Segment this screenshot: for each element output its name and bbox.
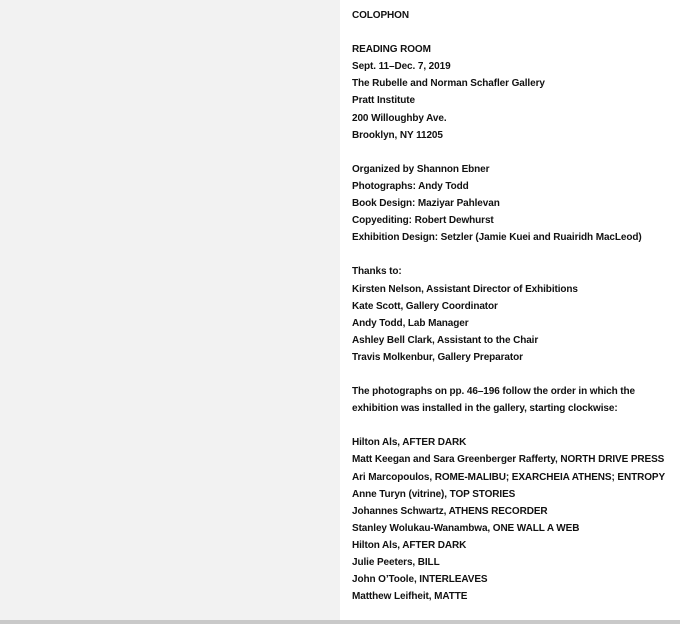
- work-item: Anne Turyn (vitrine), TOP STORIES: [352, 488, 516, 500]
- city-address: Brooklyn, NY 11205: [352, 129, 443, 141]
- exhibition-dates: Sept. 11–Dec. 7, 2019: [352, 61, 451, 73]
- credit-line: Book Design: Maziyar Pahlevan: [352, 198, 500, 210]
- work-item: Julie Peeters, BILL: [352, 557, 440, 568]
- work-item: Matthew Leifheit, MATTE: [352, 591, 468, 603]
- thanks-line: Kate Scott, Gallery Coordinator: [352, 300, 498, 312]
- note-line: exhibition was installed in the gallery, starting clockwise:: [352, 403, 618, 415]
- street-address: 200 Willoughby Ave.: [352, 112, 447, 124]
- spacer: [352, 366, 678, 383]
- institution: Pratt Institute: [352, 95, 415, 107]
- exhibition-title: READING ROOM: [352, 44, 431, 56]
- credit-line: Copyediting: Robert Dewhurst: [352, 215, 494, 227]
- thanks-heading: Thanks to:: [352, 266, 402, 278]
- works-list: [352, 434, 678, 605]
- colophon-page: [340, 0, 680, 620]
- exhibition-info: [352, 41, 678, 144]
- work-item: John O’Toole, INTERLEAVES: [352, 574, 488, 586]
- spacer: [352, 417, 678, 434]
- credit-line: Exhibition Design: Setzler (Jamie Kuei and Ruairidh MacLeod): [352, 232, 642, 244]
- note-line: The photographs on pp. 46–196 follow the order in which the: [352, 386, 636, 398]
- page-bottom-edge: [0, 620, 680, 624]
- thanks-line: Ashley Bell Clark, Assistant to the Chair: [352, 334, 539, 346]
- acknowledgements: [352, 263, 678, 366]
- credit-line: Organized by Shannon Ebner: [352, 163, 490, 175]
- spacer: [352, 24, 678, 41]
- work-item: Ari Marcopoulos, ROME-MALIBU; EXARCHEIA ATHENS; ENTROPY: [352, 471, 666, 483]
- work-item: Stanley Wolukau-Wanambwa, ONE WALL A WEB: [352, 522, 580, 534]
- spacer: [352, 246, 678, 263]
- work-item: Johannes Schwartz, ATHENS RECORDER: [352, 505, 548, 517]
- work-item: Hilton Als, AFTER DARK: [352, 437, 467, 449]
- thanks-line: Kirsten Nelson, Assistant Director of Exhibitions: [352, 283, 578, 295]
- work-item: Hilton Als, AFTER DARK: [352, 539, 467, 551]
- left-blank-page: [0, 0, 340, 620]
- order-note: [352, 383, 678, 417]
- thanks-line: Travis Molkenbur, Gallery Preparator: [352, 351, 523, 363]
- gallery-name: The Rubelle and Norman Schafler Gallery: [352, 78, 545, 90]
- colophon-text: [352, 7, 678, 605]
- credit-line: Photographs: Andy Todd: [352, 180, 469, 192]
- page-title: COLOPHON: [352, 10, 409, 21]
- work-item: Matt Keegan and Sara Greenberger Rafferty, NORTH DRIVE PRESS: [352, 454, 665, 466]
- thanks-line: Andy Todd, Lab Manager: [352, 317, 469, 329]
- credits: [352, 161, 678, 246]
- spacer: [352, 144, 678, 161]
